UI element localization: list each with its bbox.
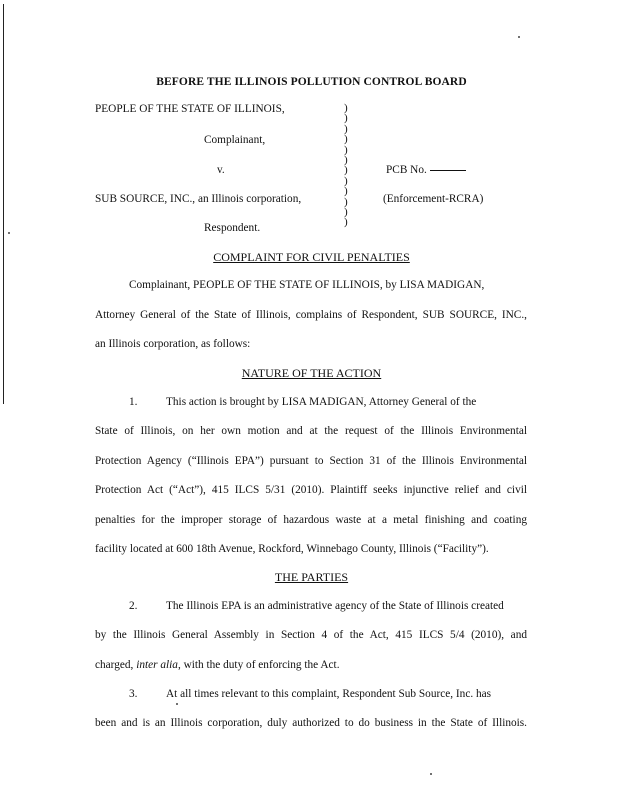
pcb-number-label: PCB No.	[386, 164, 427, 176]
scan-speck	[176, 703, 178, 705]
scan-speck	[430, 773, 432, 775]
caption-role2: Respondent.	[204, 222, 261, 234]
board-heading: BEFORE THE ILLINOIS POLLUTION CONTROL BOARD	[156, 76, 467, 88]
paragraph-number: 1.	[129, 396, 138, 408]
paragraph-line: charged, inter alia, with the duty of enforcing the Act.	[95, 659, 340, 671]
caption-party2: SUB SOURCE, INC., an Illinois corporation,	[95, 193, 302, 205]
intro-line: an Illinois corporation, as follows:	[95, 338, 251, 350]
paragraph-line: facility located at 600 18th Avenue, Rockford, Winnebago County, Illinois (“Facility”).	[95, 543, 489, 555]
caption-role1: Complainant,	[204, 134, 266, 146]
paragraph-line: The Illinois EPA is an administrative agency of the State of Illinois created	[166, 600, 504, 612]
paragraph-line: been and is an Illinois corporation, duly authorized to do business in the State of Illinois.	[95, 717, 527, 729]
pcb-number-blank	[430, 170, 466, 171]
scan-edge-line	[3, 4, 4, 404]
case-type: (Enforcement-RCRA)	[383, 193, 484, 205]
scan-speck	[8, 232, 10, 234]
paragraph-line: This action is brought by LISA MADIGAN, Attorney General of the	[166, 396, 477, 408]
caption-party1: PEOPLE OF THE STATE OF ILLINOIS,	[95, 103, 285, 115]
intro-line: Complainant, PEOPLE OF THE STATE OF ILLINOIS, by LISA MADIGAN,	[129, 279, 485, 291]
paragraph-number: 2.	[129, 600, 138, 612]
paragraph-line: penalties for the improper storage of hazardous waste at a metal finishing and coating	[95, 514, 527, 526]
complaint-title: COMPLAINT FOR CIVIL PENALTIES	[213, 250, 410, 264]
scan-speck	[518, 36, 520, 38]
italic-phrase: inter alia	[136, 659, 178, 671]
section-title-parties: THE PARTIES	[274, 570, 349, 584]
paragraph-line: by the Illinois General Assembly in Section 4 of the Act, 415 ILCS 5/4 (2010), and	[95, 629, 527, 641]
intro-line: Attorney General of the State of Illinois, complains of Respondent, SUB SOURCE, INC.,	[95, 309, 527, 321]
paragraph-line: At all times relevant to this complaint, Respondent Sub Source, Inc. has	[166, 688, 492, 700]
paragraph-line: Protection Agency (“Illinois EPA”) pursuant to Section 31 of the Illinois Environmental	[95, 455, 527, 467]
paragraph-number: 3.	[129, 688, 138, 700]
caption-versus: v.	[217, 164, 225, 176]
section-title-nature: NATURE OF THE ACTION	[241, 366, 382, 380]
paragraph-line: State of Illinois, on her own motion and at the request of the Illinois Environmental	[95, 425, 527, 437]
paragraph-line: Protection Act (“Act”), 415 ILCS 5/31 (2010). Plaintiff seeks injunctive relief and civil	[95, 484, 527, 496]
pcb-number	[386, 164, 466, 176]
caption-parentheses: ) ) ) ) ) ) ) ) ) ) ) )	[344, 102, 348, 229]
